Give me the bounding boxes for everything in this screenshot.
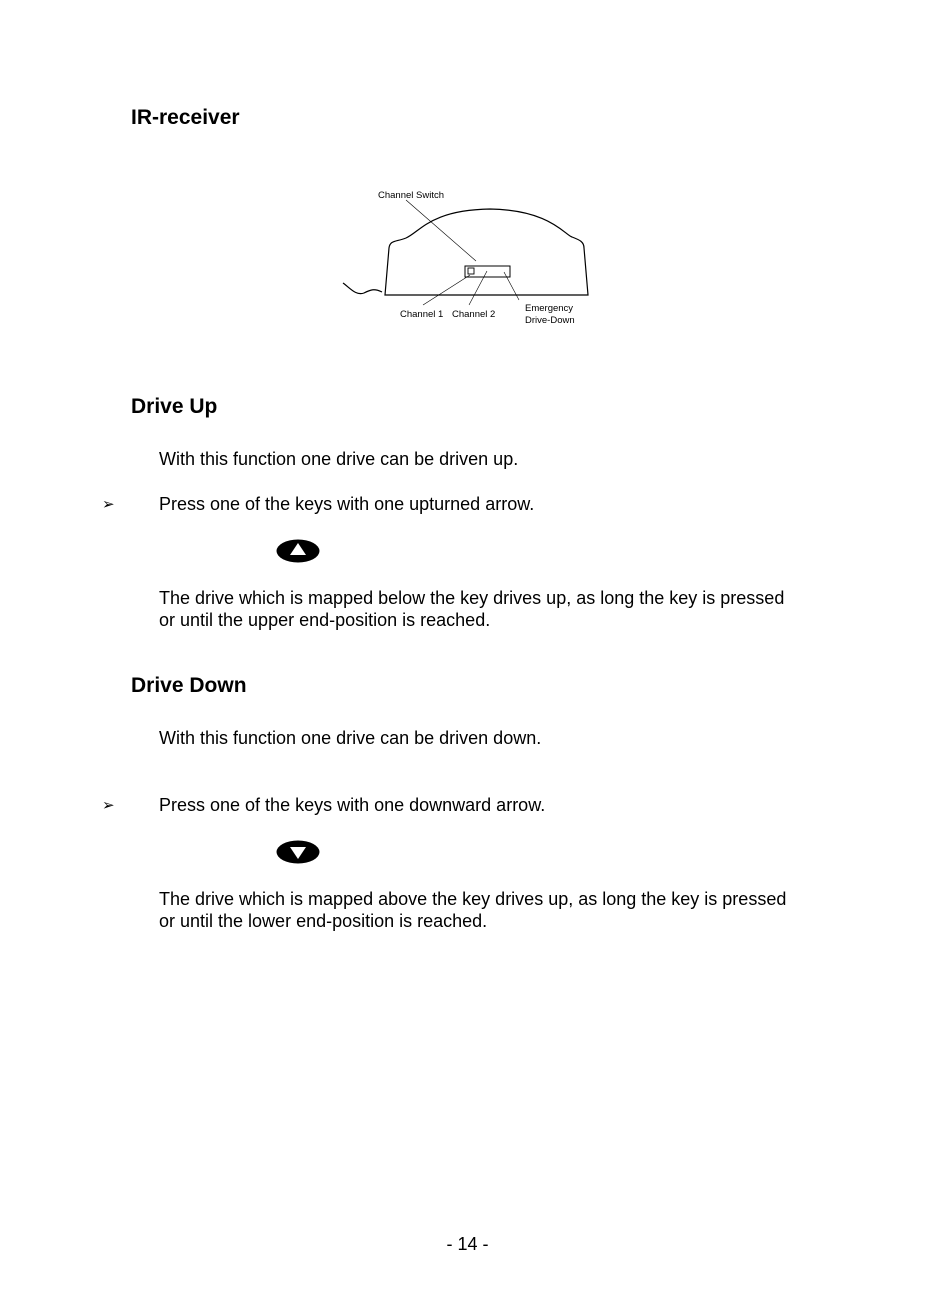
drive-up-result-line-1: The drive which is mapped below the key drives up, as long the key is pressed bbox=[159, 588, 785, 608]
receiver-housing bbox=[385, 209, 588, 295]
switch-slider bbox=[468, 268, 474, 274]
drive-down-intro: With this function one drive can be driven down. bbox=[159, 728, 542, 748]
label-drive-down: Drive-Down bbox=[525, 315, 575, 326]
drive-up-instruction: Press one of the keys with one upturned arrow. bbox=[159, 494, 535, 514]
receiver-cable bbox=[343, 283, 382, 294]
down-arrow-key-icon bbox=[276, 840, 320, 864]
section-title-drive-up: Drive Up bbox=[131, 395, 218, 418]
section-title-ir-receiver: IR-receiver bbox=[131, 106, 240, 129]
drive-up-result-line-2: or until the upper end-position is reached. bbox=[159, 610, 491, 630]
drive-down-result-line-2: or until the lower end-position is reached. bbox=[159, 911, 488, 931]
bullet-arrow-icon: ➢ bbox=[102, 496, 115, 513]
page-number: - 14 - bbox=[446, 1234, 489, 1254]
bullet-arrow-icon: ➢ bbox=[102, 797, 115, 814]
drive-down-instruction: Press one of the keys with one downward arrow. bbox=[159, 795, 546, 815]
label-emergency: Emergency bbox=[525, 303, 574, 314]
section-title-drive-down: Drive Down bbox=[131, 674, 247, 697]
label-channel-switch: Channel Switch bbox=[378, 190, 445, 201]
label-channel-1: Channel 1 bbox=[400, 309, 444, 320]
up-arrow-key-icon bbox=[276, 539, 320, 563]
drive-down-result-line-1: The drive which is mapped above the key drives up, as long the key is pressed bbox=[159, 889, 787, 909]
ir-receiver-diagram bbox=[330, 180, 600, 330]
drive-up-intro: With this function one drive can be driven up. bbox=[159, 449, 519, 469]
label-channel-2: Channel 2 bbox=[452, 309, 496, 320]
